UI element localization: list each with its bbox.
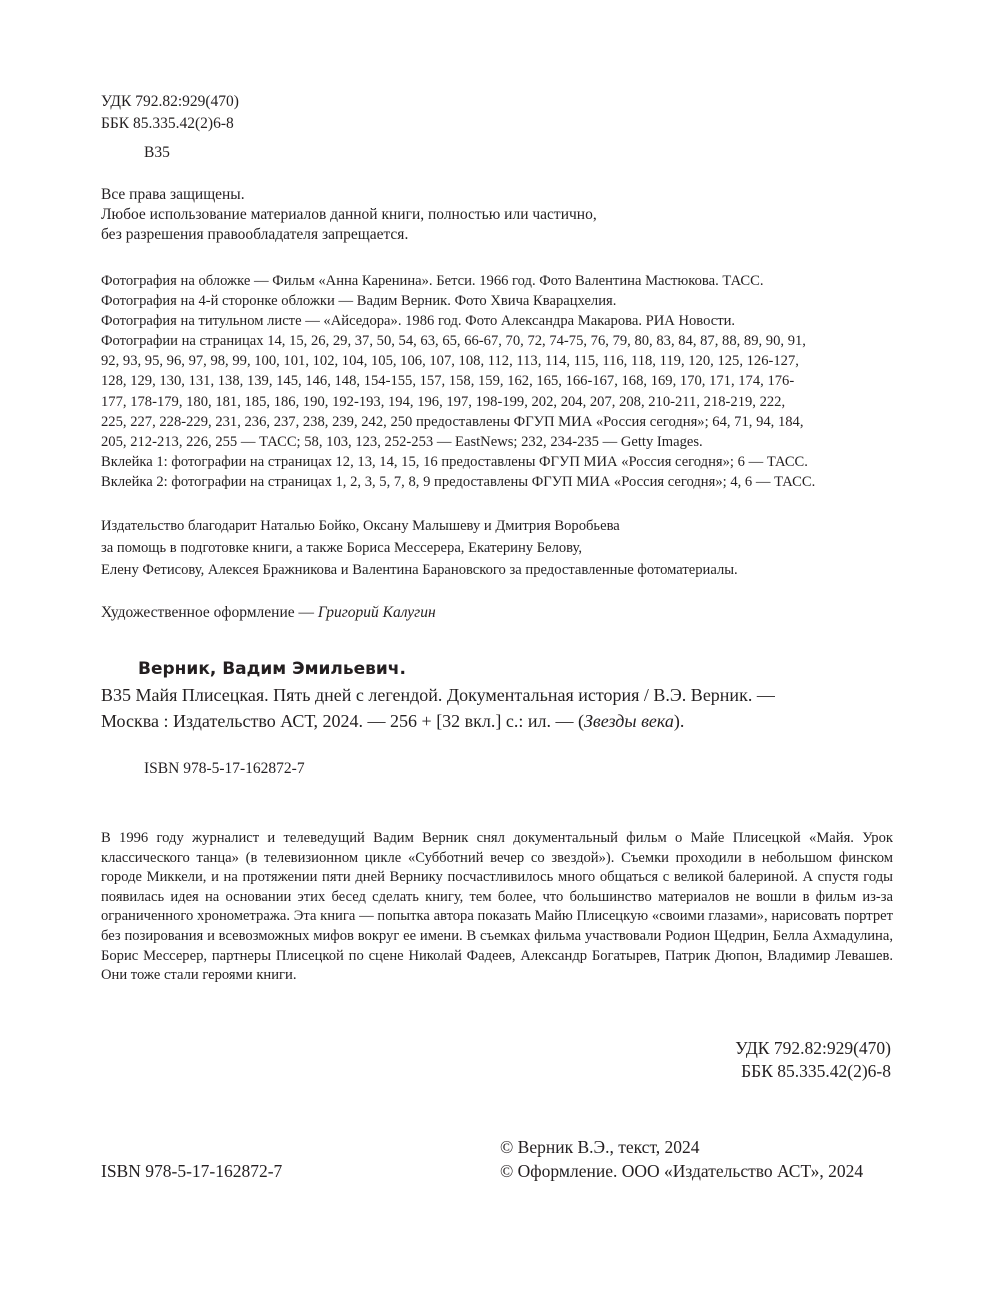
photo-credit-line: Фотографии на страницах 14, 15, 26, 29, 37, 50, 54, 63, 65, 66-67, 70, 72, 74-75, 76, 79, 80, 83, 84, 87, 88, 89, 90, 91, bbox=[101, 333, 806, 350]
copyright-text: © Верник В.Э., текст, 2024 bbox=[500, 1137, 700, 1157]
bibliographic-record bbox=[101, 655, 775, 734]
rights-line: без разрешения правообладателя запрещается. bbox=[101, 226, 409, 243]
photo-credits bbox=[101, 271, 815, 492]
author-mark-top: В35 bbox=[144, 144, 170, 161]
bbk-code-bottom: ББК 85.335.42(2)6-8 bbox=[741, 1061, 891, 1081]
rights-notice bbox=[101, 185, 597, 245]
rights-line: Все права защищены. bbox=[101, 186, 245, 203]
photo-credit-line: Фотография на титульном листе — «Айседора». 1986 год. Фото Александра Макарова. РИА Новости. bbox=[101, 313, 736, 330]
photo-credit-line: Вклейка 1: фотографии на страницах 12, 13, 14, 15, 16 предоставлены ФГУП МИА «Россия сегодня»; 6 — ТАСС. bbox=[101, 453, 808, 470]
photo-credit-line: 92, 93, 95, 96, 97, 98, 99, 100, 101, 102, 104, 105, 106, 107, 108, 112, 113, 114, 115, 116, 118, 119, 120, 125, 126-127, bbox=[101, 353, 799, 370]
bib-series: Звезды века bbox=[584, 711, 674, 731]
design-label: Художественное оформление — bbox=[101, 604, 318, 621]
thanks-line: за помощь в подготовке книги, а также Бориса Мессерера, Екатерину Белову, bbox=[101, 540, 583, 556]
bib-publisher-line bbox=[101, 708, 775, 734]
isbn-mid: ISBN 978-5-17-162872-7 bbox=[144, 760, 305, 777]
thanks-line: Елену Фетисову, Алексея Бражникова и Валентина Барановского за предоставленные фотоматериалы. bbox=[101, 562, 738, 578]
isbn-bottom: ISBN 978-5-17-162872-7 bbox=[101, 1161, 283, 1181]
annotation: В 1996 году журналист и телеведущий Вадим Верник снял документальный фильм о Майе Плисецкой «Майя. Урок классического танца» (в телевизионном цикле «Субботний вечер со звездой»). Съемки проходили в небольшом финском городе Миккели, и на протяжении пяти дней Вернику посчастливилось много общаться с великой балериной. А спустя годы появилась идея на основании этих бесед сделать книгу, тем более, что большинство материалов не вошли в фильм из-за ограниченного хронометража. Эта книга — попытка автора показать Майю Плисецкую «своими глазами», нарисовать портрет без позирования и всевозможных мифов вокруг ее имени. В съемках фильма участвовали Родион Щедрин, Белла Ахмадулина, Борис Мессерер, партнеры Плисецкой по сцене Николай Фадеев, Александр Богатырев, Патрик Дюпон, Владимир Левашев. Они тоже стали героями книги. bbox=[101, 830, 893, 984]
thanks-line: Издательство благодарит Наталью Бойко, Оксану Малышеву и Дмитрия Воробьева bbox=[101, 518, 620, 534]
acknowledgements bbox=[101, 515, 738, 581]
bbk-code-top: ББК 85.335.42(2)6-8 bbox=[101, 115, 234, 132]
rights-line: Любое использование материалов данной книги, полностью или частично, bbox=[101, 206, 597, 223]
bib-author: Верник, Вадим Эмильевич. bbox=[138, 659, 406, 679]
photo-credit-line: Фотография на обложке — Фильм «Анна Каренина». Бетси. 1966 год. Фото Валентина Мастюкова. ТАСС. bbox=[101, 273, 764, 289]
photo-credit-line: 225, 227, 228-229, 231, 236, 237, 238, 239, 242, 250 предоставлены ФГУП МИА «Россия сегодня»; 64, 71, 94, 184, bbox=[101, 413, 804, 430]
bib-end: ). bbox=[673, 711, 685, 731]
designer-name: Григорий Калугин bbox=[317, 604, 436, 621]
photo-credit-line: 177, 178-179, 180, 181, 185, 186, 190, 192-193, 194, 196, 197, 198-199, 202, 204, 207, 208, 210-211, 218-219, 222, bbox=[101, 393, 786, 410]
bib-title-line: В35 Майя Плисецкая. Пять дней с легендой. Документальная история / В.Э. Верник. — bbox=[101, 685, 775, 705]
photo-credit-line: 128, 129, 130, 131, 138, 139, 145, 146, 148, 154-155, 157, 158, 159, 162, 165, 166-167, 168, 169, 170, 171, 174, 176- bbox=[101, 373, 795, 390]
photo-credit-line: Вклейка 2: фотографии на страницах 1, 2, 3, 5, 7, 8, 9 предоставлены ФГУП МИА «Россия сегодня»; 4, 6 — ТАСС. bbox=[101, 473, 816, 490]
photo-credit-line: Фотография на 4-й сторонке обложки — Вадим Верник. Фото Хвича Кварацхелия. bbox=[101, 293, 617, 310]
copyright-design: © Оформление. ООО «Издательство АСТ», 2024 bbox=[500, 1161, 864, 1181]
udk-code-bottom: УДК 792.82:929(470) bbox=[735, 1038, 891, 1058]
bib-publisher: Москва : Издательство АСТ, 2024. — 256 + [32 вкл.] с.: ил. — ( bbox=[101, 711, 585, 731]
photo-credit-line: 205, 212-213, 226, 255 — ТАСС; 58, 103, 123, 252-253 — EastNews; 232, 234-235 — Getty Images. bbox=[101, 433, 703, 450]
udk-code-top: УДК 792.82:929(470) bbox=[101, 93, 239, 110]
design-credit bbox=[101, 603, 436, 623]
